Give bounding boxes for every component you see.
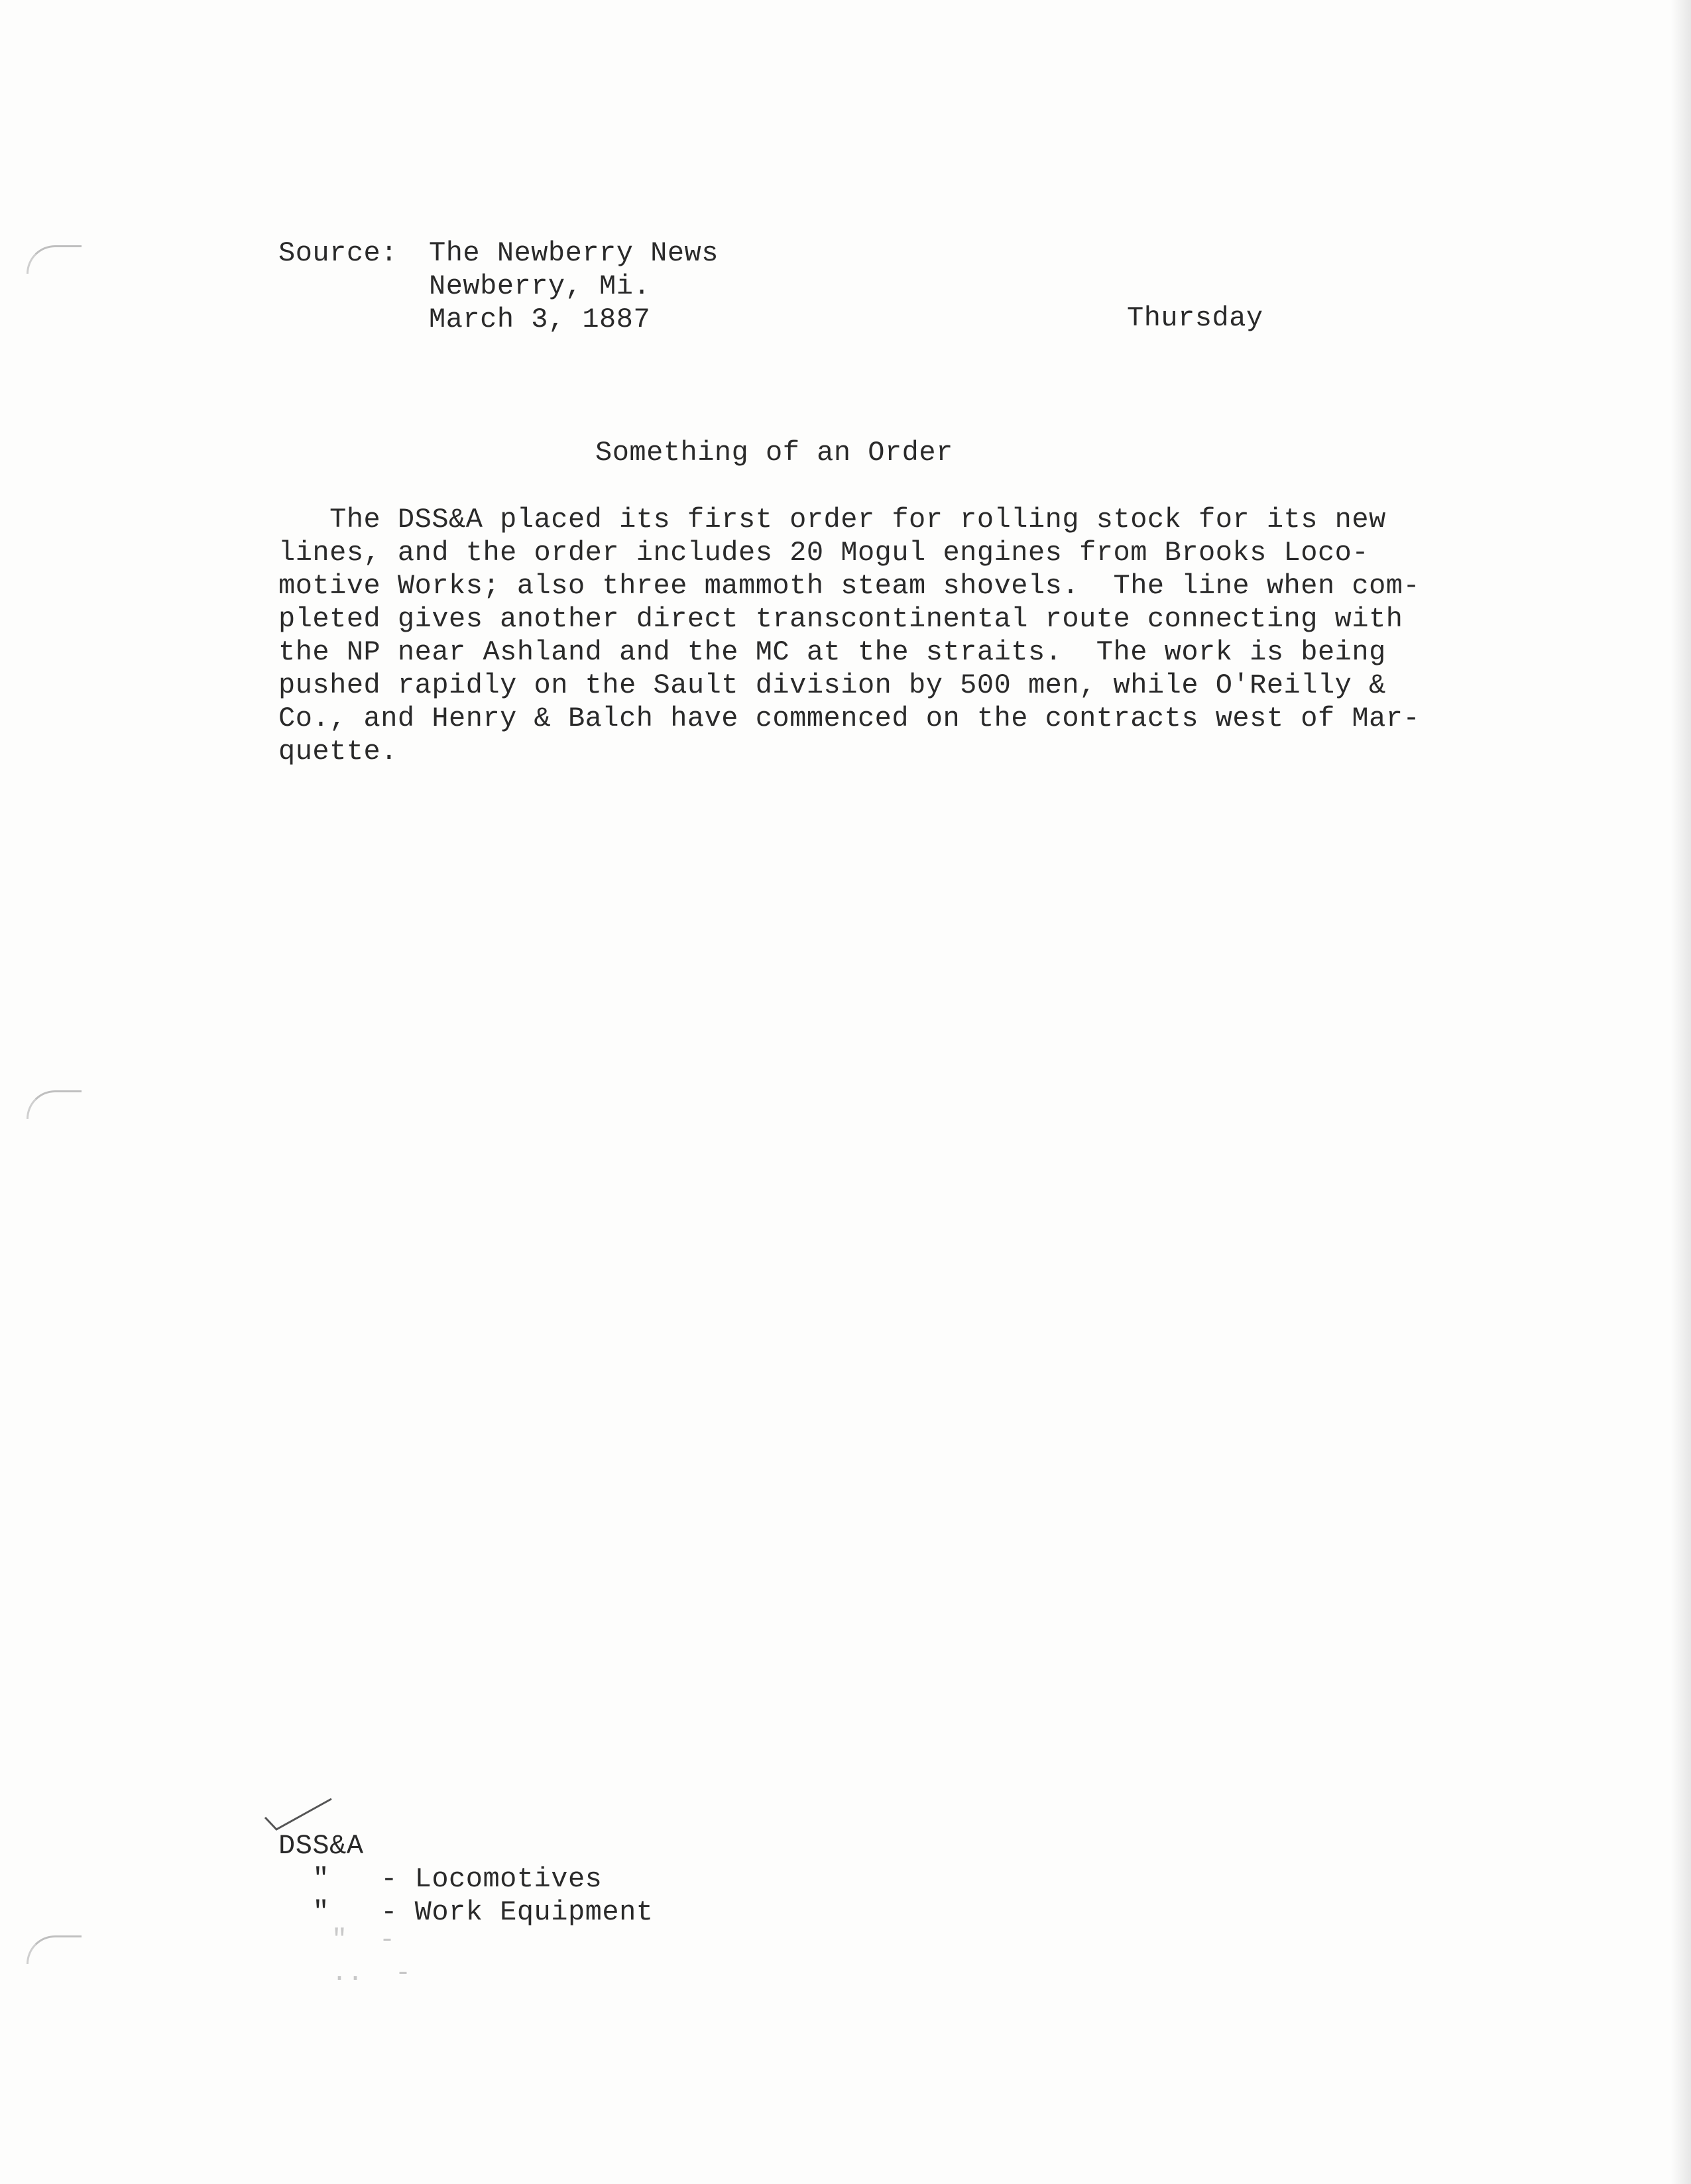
publication-date: March 3, 1887 bbox=[429, 304, 651, 335]
source-label: Source: bbox=[278, 237, 398, 269]
article-line: lines, and the order includes 20 Mogul engines from Brooks Loco- bbox=[278, 537, 1370, 569]
index-terms bbox=[278, 1829, 654, 1929]
index-term: " - Work Equipment bbox=[278, 1896, 654, 1928]
article-line: Co., and Henry & Balch have commenced on the contracts west of Mar- bbox=[278, 703, 1421, 734]
article-line: pleted gives another direct transcontinental route connecting with bbox=[278, 603, 1403, 635]
page-edge-shadow bbox=[1671, 0, 1691, 2184]
publication-name: The Newberry News bbox=[429, 237, 719, 269]
source-block bbox=[429, 237, 719, 336]
punch-hole-bottom bbox=[27, 1935, 82, 1964]
punch-hole-top bbox=[27, 245, 82, 274]
article-line: motive Works; also three mammoth steam shovels. The line when com- bbox=[278, 570, 1421, 602]
article-line: The DSS&A placed its first order for rolling stock for its new bbox=[278, 504, 1386, 536]
article-line: the NP near Ashland and the MC at the straits. The work is being bbox=[278, 636, 1386, 668]
erased-mark: .. - bbox=[331, 1959, 412, 1988]
article-body bbox=[278, 503, 1420, 768]
article-line: pushed rapidly on the Sault division by 500 men, while O'Reilly & bbox=[278, 669, 1386, 701]
publication-location: Newberry, Mi. bbox=[429, 270, 651, 302]
article-line: quette. bbox=[278, 736, 398, 768]
punch-hole-middle bbox=[27, 1090, 82, 1119]
index-term: " - Locomotives bbox=[278, 1863, 603, 1895]
publication-weekday: Thursday bbox=[1127, 302, 1263, 334]
index-term: DSS&A bbox=[278, 1830, 364, 1862]
erased-mark: " - bbox=[331, 1925, 396, 1955]
article-title: Something of an Order bbox=[595, 437, 953, 469]
